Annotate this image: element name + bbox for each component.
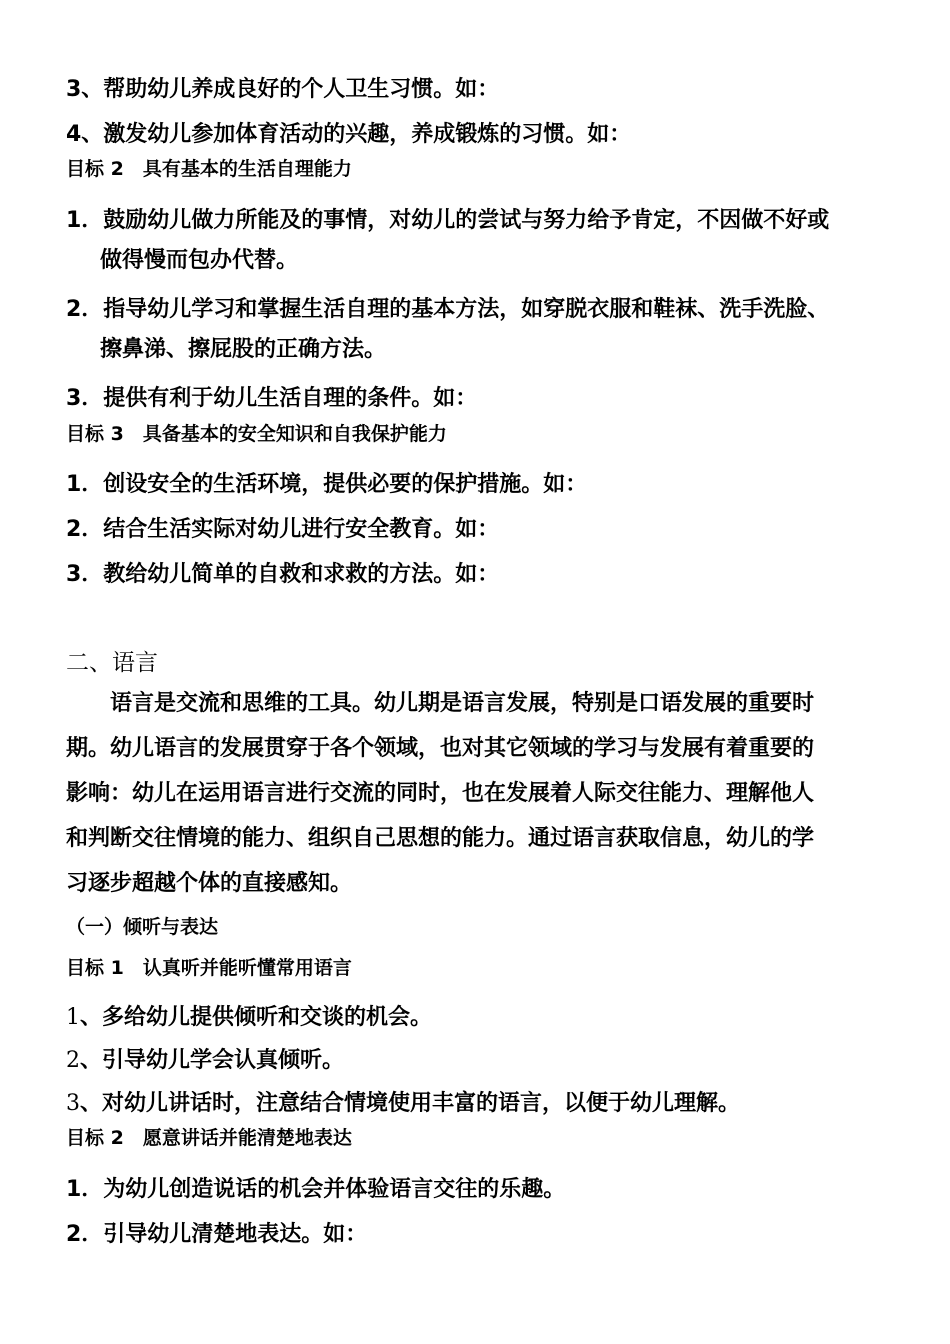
health-goal3-item2: 2．结合生活实际对幼儿进行安全教育。如： bbox=[66, 517, 500, 542]
item-number: 3 bbox=[66, 1091, 80, 1116]
language-intro-line1: 语言是交流和思维的工具。幼儿期是语言发展，特别是口语发展的重要时 bbox=[110, 691, 815, 716]
language-goal2-heading: 目标 2 愿意讲话并能清楚地表达 bbox=[66, 1127, 352, 1149]
health-goal1-item4: 4、激发幼儿参加体育活动的兴趣，养成锻炼的习惯。如： bbox=[66, 122, 632, 147]
health-goal2-item2-line1: 2．指导幼儿学习和掌握生活自理的基本方法，如穿脱衣服和鞋袜、洗手洗脸、 bbox=[66, 297, 830, 322]
language-goal1-item3 bbox=[66, 1086, 740, 1117]
language-goal2-item1: 1．为幼儿创造说话的机会并体验语言交往的乐趣。 bbox=[66, 1177, 566, 1202]
language-intro-line2: 期。幼儿语言的发展贯穿于各个领域，也对其它领域的学习与发展有着重要的 bbox=[66, 736, 815, 761]
language-goal1-item1 bbox=[66, 1000, 432, 1031]
item-text: 、引导幼儿学会认真倾听。 bbox=[80, 1048, 345, 1073]
health-goal2-item1-line1: 1．鼓励幼儿做力所能及的事情，对幼儿的尝试与努力给予肯定，不因做不好或 bbox=[66, 208, 830, 233]
health-goal2-item1-line2: 做得慢而包办代替。 bbox=[100, 248, 299, 273]
subsection-title-listening: （一）倾听与表达 bbox=[66, 916, 219, 938]
item-text: 、多给幼儿提供倾听和交谈的机会。 bbox=[80, 1005, 433, 1030]
language-intro-line4: 和判断交往情境的能力、组织自己思想的能力。通过语言获取信息，幼儿的学 bbox=[66, 826, 815, 851]
language-intro-line3: 影响：幼儿在运用语言进行交流的同时，也在发展着人际交往能力、理解他人 bbox=[66, 781, 815, 806]
health-goal2-item2-line2: 擦鼻涕、擦屁股的正确方法。 bbox=[100, 337, 387, 362]
language-intro-line5: 习逐步超越个体的直接感知。 bbox=[66, 871, 353, 896]
health-goal3-heading: 目标 3 具备基本的安全知识和自我保护能力 bbox=[66, 423, 447, 445]
language-goal2-item2: 2．引导幼儿清楚地表达。如： bbox=[66, 1222, 368, 1247]
item-text: 、对幼儿讲话时，注意结合情境使用丰富的语言，以便于幼儿理解。 bbox=[80, 1091, 741, 1116]
section-title-language: 二、语言 bbox=[66, 650, 158, 676]
language-goal1-heading: 目标 1 认真听并能听懂常用语言 bbox=[66, 957, 352, 979]
item-number: 2 bbox=[66, 1048, 80, 1073]
language-goal1-item2 bbox=[66, 1043, 344, 1074]
health-goal2-item3: 3．提供有利于幼儿生活自理的条件。如： bbox=[66, 386, 478, 411]
health-goal1-item3: 3、帮助幼儿养成良好的个人卫生习惯。如： bbox=[66, 77, 500, 102]
item-number: 1 bbox=[66, 1005, 80, 1030]
health-goal2-heading: 目标 2 具有基本的生活自理能力 bbox=[66, 158, 352, 180]
health-goal3-item1: 1．创设安全的生活环境，提供必要的保护措施。如： bbox=[66, 472, 588, 497]
health-goal3-item3: 3．教给幼儿简单的自救和求救的方法。如： bbox=[66, 562, 500, 587]
